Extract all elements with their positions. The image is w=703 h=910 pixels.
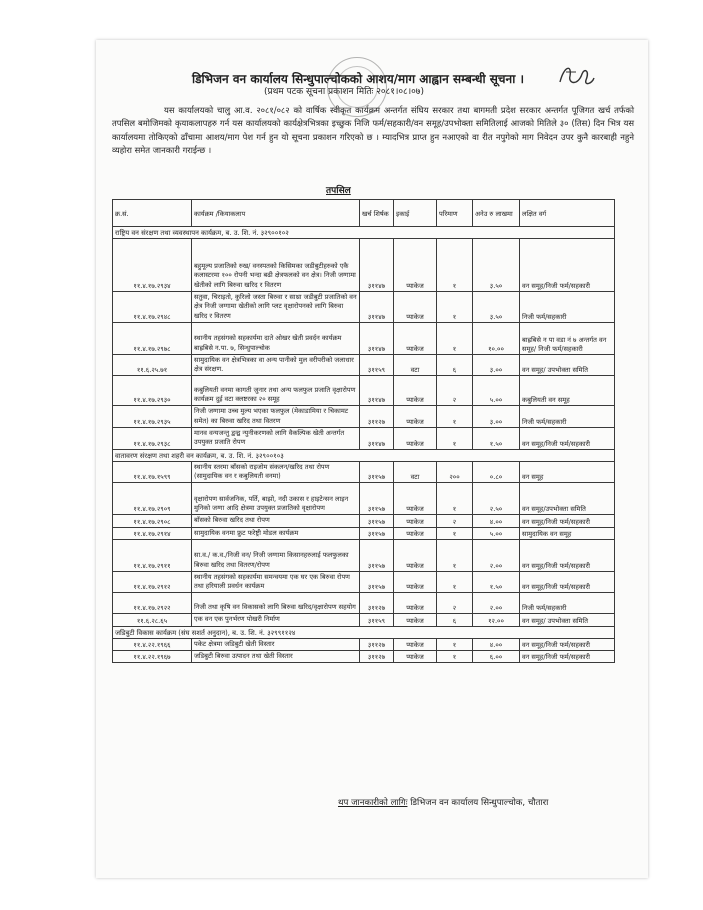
row-amount: १२.००: [473, 614, 520, 626]
row-unit: प्याकेज: [394, 515, 437, 527]
row-target: वन समूह/उपभोक्ता समिति: [520, 483, 615, 515]
row-budget: ३११४७: [360, 376, 394, 406]
row-code: ११.४.१७.२९३८: [113, 428, 192, 450]
table-row: [113, 515, 615, 527]
row-budget: ३११४७: [360, 322, 394, 354]
section-heading: वातावरण संरक्षण तथा शहरी वन कार्यक्रम, ब. उ. शि. नं. ३२९००१०३: [113, 449, 615, 461]
row-qty: ६: [437, 614, 473, 626]
col-header-sn: क्र.सं.: [113, 200, 192, 227]
row-amount: २.५०: [473, 483, 520, 515]
row-qty: १: [437, 428, 473, 450]
row-target: वन समूह/निजी फर्म/सहकारी: [520, 638, 615, 650]
row-budget: ३११५७: [360, 539, 394, 571]
row-code: ११.४.१७.२९७८: [113, 322, 192, 354]
notice-body: यस कार्यालयको चालु आ.व. २०८१/०८२ को वार्षिक स्वीकृत कार्यक्रम अन्तर्गत संघिय सरकार तथा बागमती प्रदेश सरकार अन्तर्गत पूजिगत खर्च तर्फको तपसिल बमोजिमको कृयाकलापहरु गर्न यस कार्यालयको कार्यक्षेत्रभित्रका इच्छुक निजि फर्म/सहकारी/वन समूह/उपभोक्ता समितिलाई आजको मितिले ३० (तिस) दिन भित्र यस कार्यालयमा तोकिएको ढाँचामा आशय/माग पेश गर्न हुन यो सूचना प्रकाशन गरिएको छ । म्यादभित्र प्राप्त हुन नआएको वा रीत नपुगेको माग निवेदन उपर कुनै कारबाही नहुने व्यहोरा समेत जानकारी गराईन्छ ।: [112, 105, 634, 156]
row-amount: ६.००: [473, 651, 520, 663]
row-unit: प्याकेज: [394, 322, 437, 354]
row-unit: प्याकेज: [394, 483, 437, 515]
section-heading: जडिबुटी विकास कार्यक्रम (संघ सशर्त अनुदान), ब. उ. शि. नं. ३२९९११२४: [113, 626, 615, 638]
row-amount: ५.००: [473, 376, 520, 406]
row-activity: स्थानीय तहसंगको सहकार्यमा दाते ओखर खेती प्रवर्दन कार्यक्रम बाह्रबिसे न.पा. ७, सिन्धुपाल्चोक: [192, 322, 360, 354]
row-activity: जडिबुटी बिरुवा उत्पादन तथा खेती विस्तार: [192, 651, 360, 663]
table-header-row: [113, 200, 615, 227]
row-activity: वृक्षारोपण सार्वजनिक, पर्ति, बाझो, नदी उकास र हाइटेन्सन लाइन मुनिको जग्गा आदि क्षेत्रमा उपयुक्त प्रजातिको वृक्षारोपण: [192, 483, 360, 515]
row-target: वन समूह/ उपभोक्ता समिति: [520, 614, 615, 626]
row-amount: २.००: [473, 539, 520, 571]
table-row: [113, 406, 615, 428]
row-target: वन समूह/निजी फर्म/सहकारी: [520, 239, 615, 292]
table-row: [113, 593, 615, 614]
row-target: सामुदायिक वन समूह: [520, 527, 615, 539]
row-code: ११.६.२५.७१: [113, 354, 192, 376]
row-qty: १: [437, 539, 473, 571]
row-qty: १: [437, 406, 473, 428]
row-target: निजी फर्म/सहकारी: [520, 593, 615, 614]
row-code: ११.४.२२.१९६६: [113, 638, 192, 650]
row-budget: ३११५७: [360, 571, 394, 593]
table-row: [113, 651, 615, 663]
publication-date: (प्रथम पटक सूचना प्रकाशन मितिः २०८१।०८।०७): [264, 87, 424, 97]
table-row: [113, 376, 615, 406]
row-activity: निजी जग्गामा उच्च मुल्य भएका फलफुल (मेकाडामिया र चिकामट समेत) का बिरुवा खरिद तथा वितरण: [192, 406, 360, 428]
row-amount: ३.००: [473, 354, 520, 376]
row-amount: १०.००: [473, 322, 520, 354]
row-code: ११.४.१७.२९११: [113, 539, 192, 571]
row-budget: ३११५७: [360, 483, 394, 515]
row-budget: ३११५९: [360, 354, 394, 376]
row-activity: एक वन एक पुनर्भरण पोखरी निर्माण: [192, 614, 360, 626]
row-budget: ३११४७: [360, 428, 394, 450]
row-unit: वटा: [394, 354, 437, 376]
section-heading: राष्ट्रिय वन संरक्षण तथा व्यवस्थापन कार्यक्रम, ब. उ. शि. नं. ३२९००१०२: [113, 227, 615, 239]
row-unit: प्याकेज: [394, 428, 437, 450]
row-target: वन समूह/ उपभोक्ता समिति: [520, 354, 615, 376]
row-target: वन समूह: [520, 461, 615, 483]
row-unit: प्याकेज: [394, 527, 437, 539]
row-target: निजी फर्म/सहकारी: [520, 292, 615, 323]
row-budget: ३११४७: [360, 239, 394, 292]
section-heading-row: [113, 227, 615, 239]
row-amount: ०.८०: [473, 461, 520, 483]
section-heading-row: [113, 449, 615, 461]
table-row: [113, 292, 615, 323]
row-code: ११.४.१७.२९२२: [113, 593, 192, 614]
row-unit: प्याकेज: [394, 292, 437, 323]
table-row: [113, 354, 615, 376]
row-target: बाह्रबिसे न पा वडा नं ७ अन्तर्गत वन समूह/ निजी फर्म/सहकारी: [520, 322, 615, 354]
col-header-activity: कार्यक्रम /कियाकलाप: [192, 200, 360, 227]
table-row: [113, 322, 615, 354]
contact-footer: [338, 796, 548, 808]
col-header-unit: इकाई: [394, 200, 437, 227]
row-unit: प्याकेज: [394, 571, 437, 593]
row-code: ११.४.१७.२९३४: [113, 239, 192, 292]
row-amount: ४.००: [473, 515, 520, 527]
row-code: ११.४.१७.२९३०: [113, 376, 192, 406]
row-qty: १: [437, 638, 473, 650]
table-row: [113, 571, 615, 593]
row-activity: निजी तथा कृषि वन विकासको लागि बिरुवा खरिद/वृक्षारोपण सहयोग: [192, 593, 360, 614]
row-unit: प्याकेज: [394, 651, 437, 663]
row-unit: प्याकेज: [394, 614, 437, 626]
row-activity: स्थानीय स्तरमा बाँसको राइजोम संकलन/खरिद तथा रोपण (सामुदायिक वन र कबुलियती वनमा): [192, 461, 360, 483]
row-code: ११.४.१७.२९१२: [113, 571, 192, 593]
row-target: वन समूह/निजी फर्म/सहकारी: [520, 515, 615, 527]
row-activity: मानव वन्यजन्तु द्वन्द्व न्युनीकरणको लागि वैकल्पिक खेती अन्तर्गत उपयुक्त प्रजाति रोपण: [192, 428, 360, 450]
row-budget: ३११५७: [360, 527, 394, 539]
row-qty: २: [437, 515, 473, 527]
table-row: [113, 527, 615, 539]
row-amount: ३.५०: [473, 239, 520, 292]
row-qty: १: [437, 322, 473, 354]
row-unit: प्याकेज: [394, 593, 437, 614]
activities-table: [112, 199, 615, 663]
row-activity: सामुदायिक वन क्षेत्रभित्रका वा अन्य पानीको मुल वरीपरीको जलाधार क्षेत्र संरक्षण.: [192, 354, 360, 376]
row-budget: ३११५७: [360, 515, 394, 527]
table-row: [113, 239, 615, 292]
row-activity: सा.व./ क.व./निजी वन/ निजी जग्गामा किसानहरुलाई फलफुलका बिरुवा खरिद तथा वितरण/रोपण: [192, 539, 360, 571]
section-heading-row: [113, 626, 615, 638]
row-budget: ३११५७: [360, 461, 394, 483]
footer-label: थप जानकारीको लागिः: [338, 798, 408, 808]
row-budget: ३११२७: [360, 406, 394, 428]
footer-office: डिभिजन वन कार्यालय सिन्धुपाल्चोक, चौतारा: [410, 798, 549, 808]
row-activity: बाँसको बिरुवा खरिद तथा रोपण: [192, 515, 360, 527]
row-activity: पकेट क्षेत्रमा जडिबुटी खेती विस्तार: [192, 638, 360, 650]
col-header-target: लक्षित वर्ग: [520, 200, 615, 227]
col-header-qty: परिमाण: [437, 200, 473, 227]
row-code: ११.४.१७.२९३५: [113, 406, 192, 428]
table-row: [113, 483, 615, 515]
row-qty: २००: [437, 461, 473, 483]
row-qty: २: [437, 376, 473, 406]
row-activity: सामुदायिक वनमा फ्रुट फरेष्ट्री मोडल कार्यक्रम: [192, 527, 360, 539]
row-amount: २.००: [473, 593, 520, 614]
row-qty: १: [437, 292, 473, 323]
row-qty: १: [437, 239, 473, 292]
row-budget: ३११५९: [360, 614, 394, 626]
row-qty: ६: [437, 354, 473, 376]
row-amount: ५.००: [473, 527, 520, 539]
row-unit: प्याकेज: [394, 638, 437, 650]
row-activity: बहुमूल्य प्रजातिको रुख/ वनस्पतको किसिमका जडीबुटीहरुको एकै कलास्टरमा १०० रोपनी भन्दा बढी क्षेत्रफलको वन क्षेत्र। निजी जग्गामा खेतीको लागि बिरुवा खरिद र वितरण: [192, 239, 360, 292]
table-title: तपसिल: [326, 186, 351, 196]
row-qty: १: [437, 571, 473, 593]
signature: [556, 62, 596, 90]
row-amount: ३.००: [473, 406, 520, 428]
row-qty: १: [437, 527, 473, 539]
table-row: [113, 428, 615, 450]
row-unit: प्याकेज: [394, 239, 437, 292]
table-row: [113, 638, 615, 650]
table-row: [113, 614, 615, 626]
row-code: ११.४.१७.२९१४: [113, 527, 192, 539]
row-qty: १: [437, 483, 473, 515]
notice-title: डिभिजन वन कार्यालय सिन्धुपाल्चोकको आशय/माग आह्वान सम्बन्धी सूचना ।: [192, 72, 525, 86]
row-code: ११.४.१७.२९४८: [113, 292, 192, 323]
row-unit: प्याकेज: [394, 539, 437, 571]
row-budget: ३११२७: [360, 593, 394, 614]
row-activity: स्थानीय तहसंगको सहकार्यमा समन्वयमा एक घर एक बिरुवा रोपण तथा हरियाली प्रवर्धन कार्यक्रम: [192, 571, 360, 593]
row-code: ११.६.२८.६५: [113, 614, 192, 626]
row-activity: कबुलियती वनमा कागती जुनार तथा अन्य फलफुल प्रजाति वृक्षारोपण कार्यक्रम दुई वटा क्लष्टरका २० समूह: [192, 376, 360, 406]
row-code: ११.४.२२.१९६७: [113, 651, 192, 663]
row-unit: वटा: [394, 461, 437, 483]
row-budget: ३११२७: [360, 651, 394, 663]
table-row: [113, 539, 615, 571]
row-amount: १.५०: [473, 428, 520, 450]
row-unit: प्याकेज: [394, 376, 437, 406]
row-qty: २: [437, 593, 473, 614]
row-amount: ३.५०: [473, 292, 520, 323]
row-activity: सतुवा, चिराइतो, कुरिलो जस्ता बिरुवा र साथ्रा जडीबुटी प्रजातिको वन क्षेत्र निजी जग्गामा खेतीको लागि प्लट वृक्षारोपनको लागि बिरुवा खरिद र वितरण: [192, 292, 360, 323]
row-target: कबुलियती वन समूह: [520, 376, 615, 406]
row-target: निजी फर्म/सहकारी: [520, 406, 615, 428]
col-header-budget: खर्च शिर्षक: [360, 200, 394, 227]
row-code: ११.४.१७.१५९९: [113, 461, 192, 483]
row-target: वन समूह/निजी फर्म/सहकारी: [520, 539, 615, 571]
row-amount: १.५०: [473, 571, 520, 593]
row-code: ११.४.१७.२९०९: [113, 483, 192, 515]
row-unit: प्याकेज: [394, 406, 437, 428]
row-target: वन समूह/निजी फर्म/सहकारी: [520, 651, 615, 663]
row-budget: ३११४७: [360, 292, 394, 323]
table-row: [113, 461, 615, 483]
row-code: ११.४.१७.२९०८: [113, 515, 192, 527]
row-qty: १: [437, 651, 473, 663]
row-budget: ३११२७: [360, 638, 394, 650]
row-amount: ४.००: [473, 638, 520, 650]
col-header-amount: अनेउ रु लाखमा: [473, 200, 520, 227]
row-target: वन समूह/निजी फर्म/सहकारी: [520, 428, 615, 450]
row-target: वन समूह/निजी फर्म/सहकारी: [520, 571, 615, 593]
